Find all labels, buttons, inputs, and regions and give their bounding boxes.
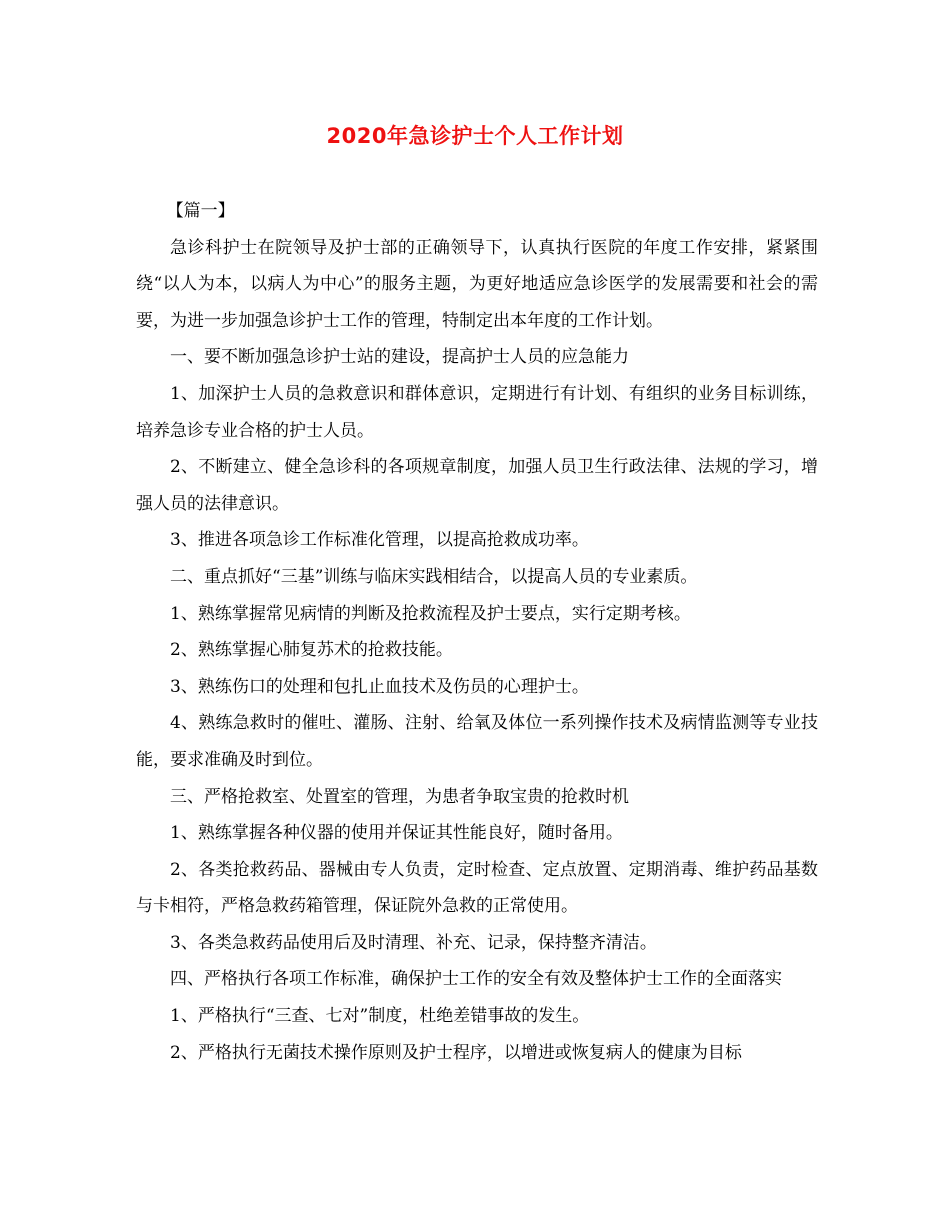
document-title: 2020年急诊护士个人工作计划 (326, 124, 624, 148)
heading-section-1: 一、要不断加强急诊护士站的建设，提高护士人员的应急能力 (170, 347, 629, 368)
paragraph-item: 3、推进各项急诊工作标准化管理，以提高抢救成功率。 (170, 530, 589, 551)
document-body (136, 193, 818, 1071)
paragraph-item: 3、各类急救药品使用后及时清理、补充、记录，保持整齐清洁。 (170, 932, 657, 953)
paragraph-item: 1、熟练掌握各种仪器的使用并保证其性能良好，随时备用。 (170, 823, 623, 844)
paragraph-item: 2、严格执行无菌技术操作原则及护士程序，以增进或恢复病人的健康为目标 (170, 1042, 742, 1063)
paragraph-item: 2、熟练掌握心肺复苏术的抢救技能。 (170, 640, 453, 661)
section-tag: 【篇一】 (166, 201, 235, 221)
paragraph-item: 1、熟练掌握常见病情的判断及抢救流程及护士要点，实行定期考核。 (170, 603, 691, 624)
paragraph-intro: 急诊科护士在院领导及护士部的正确领导下，认真执行医院的年度工作安排，紧紧围绕“以人为本，以病人为中心”的服务主题，为更好地适应急诊医学的发展需要和社会的需要，为进一步加强急诊护士工作的管理，特制定出本年度的工作计划。 (136, 237, 818, 331)
heading-section-4: 四、严格执行各项工作标准，确保护士工作的安全有效及整体护士工作的全面落实 (170, 969, 782, 990)
paragraph-item: 2、不断建立、健全急诊科的各项规章制度，加强人员卫生行政法律、法规的学习，增强人员的法律意识。 (136, 457, 818, 514)
heading-section-2: 二、重点抓好“三基”训练与临床实践相结合，以提高人员的专业素质。 (170, 566, 698, 587)
paragraph-item: 1、严格执行“三查、七对”制度，杜绝差错事故的发生。 (170, 1006, 590, 1027)
paragraph-item: 4、熟练急救时的催吐、灌肠、注射、给氧及体位一系列操作技术及病情监测等专业技能，要求准确及时到位。 (136, 713, 818, 770)
paragraph-item: 1、加深护士人员的急救意识和群体意识，定期进行有计划、有组织的业务目标训练，培养急诊专业合格的护士人员。 (136, 383, 818, 441)
paragraph-item: 3、熟练伤口的处理和包扎止血技术及伤员的心理护士。 (170, 676, 589, 697)
paragraph-item: 2、各类抢救药品、器械由专人负责，定时检查、定点放置、定期消毒、维护药品基数与卡相符，严格急救药箱管理，保证院外急救的正常使用。 (136, 859, 818, 917)
heading-section-3: 三、严格抢救室、处置室的管理，为患者争取宝贵的抢救时机 (170, 786, 629, 807)
